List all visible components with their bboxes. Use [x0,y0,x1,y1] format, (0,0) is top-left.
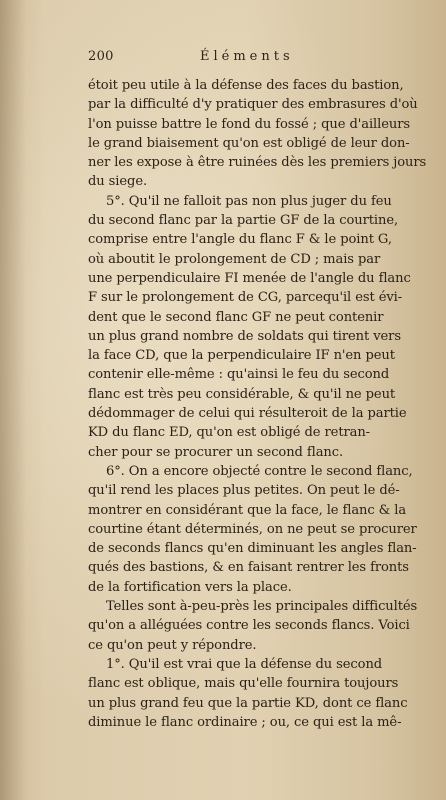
text-line: flanc est très peu considérable, & qu'il ne peut [88,386,396,402]
text-line: contenir elle-même : qu'ainsi le feu du second [88,367,390,383]
text-line: qu'il rend les places plus petites. On peut le dé- [88,483,400,499]
text-line: comprise entre l'angle du flanc F & le point G, [88,232,392,248]
running-title: Éléments [200,49,294,64]
text-line: montrer en considérant que la face, le flanc & la [88,502,407,518]
text-line: le grand biaisement qu'on est obligé de leur don- [88,135,410,151]
gutter-shadow [0,0,26,800]
text-line: une perpendiculaire FI menée de l'angle du flanc [88,270,411,286]
text-line: par la difficulté d'y pratiquer des embrasures d'où [88,97,418,113]
text-line: qués des bastions, & en faisant rentrer les fronts [88,560,409,576]
paragraph-start-line: 1°. Qu'il est vrai que la défense du second [106,656,383,672]
text-line: flanc est oblique, mais qu'elle fournira toujours [88,676,399,692]
text-line: la face CD, que la perpendiculaire IF n'en peut [88,348,395,364]
text-line: un plus grand nombre de soldats qui tirent vers [88,328,401,344]
running-head [88,49,432,69]
text-line: diminue le flanc ordinaire ; ou, ce qui est la mê- [88,714,402,730]
text-line: KD du flanc ED, qu'on est obligé de retran- [88,425,371,441]
text-line: qu'on a alléguées contre les seconds flancs. Voici [88,618,410,634]
page-number: 200 [88,49,114,64]
body-text [88,76,432,776]
paragraph-start-line: Telles sont à-peu-près les principales difficultés [106,599,418,615]
paragraph-start-line: 6°. On a encore objecté contre le second flanc, [106,463,413,479]
text-line: du siege. [88,174,148,190]
text-line: courtine étant déterminés, on ne peut se procurer [88,521,417,537]
text-line: l'on puisse battre le fond du fossé ; que d'ailleurs [88,116,410,132]
text-line: de la fortification vers la place. [88,579,292,595]
text-line: dent que le second flanc GF ne peut contenir [88,309,384,325]
text-line: de seconds flancs qu'en diminuant les angles flan- [88,541,417,557]
text-line: ce qu'on peut y répondre. [88,637,257,653]
text-line: étoit peu utile à la défense des faces du bastion, [88,78,404,93]
text-line: un plus grand feu que la partie KD, dont ce flanc [88,695,408,711]
paragraph-start-line: 5°. Qu'il ne falloit pas non plus juger du feu [106,193,392,209]
text-line: du second flanc par la partie GF de la courtine, [88,213,399,229]
text-line: ner les expose à être ruinées dès les premiers jours [88,155,427,171]
text-line: où aboutit le prolongement de CD ; mais par [88,251,381,267]
text-line: cher pour se procurer un second flanc. [88,444,344,460]
text-line: dédommager de celui qui résulteroit de la partie [88,406,407,422]
text-line: F sur le prolongement de CG, parcequ'il est évi- [88,290,403,306]
